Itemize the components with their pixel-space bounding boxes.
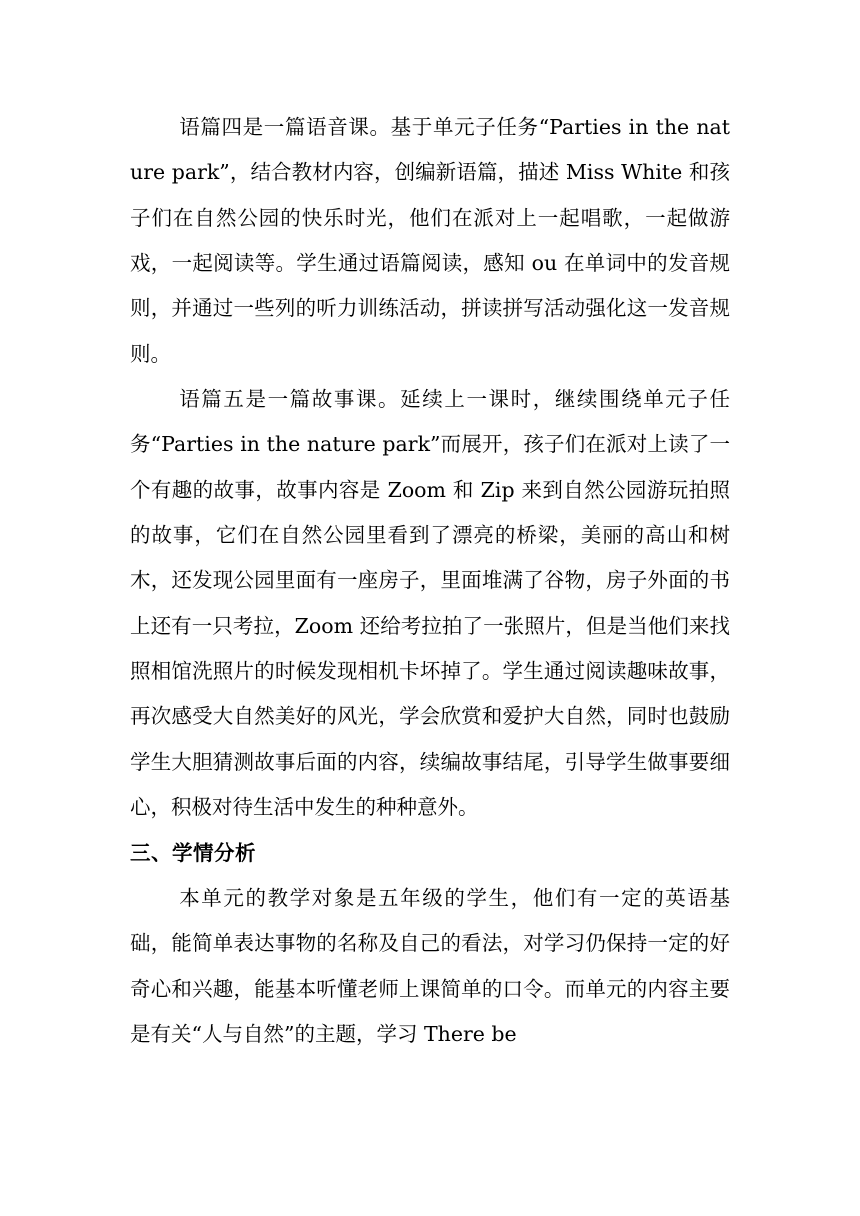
document-page xyxy=(130,105,730,1057)
paragraph-text-learner-analysis: 本单元的教学对象是五年级的学生，他们有一定的英语基础，能简单表达事物的名称及自己的看法，对学习仍保持一定的好奇心和兴趣，能基本听懂老师上课简单的口令。而单元的内容主要是有关“人与自然”的主题，学习 There be xyxy=(130,885,730,1046)
paragraph-text-lesson-five: 语篇五是一篇故事课。延续上一课时，继续围绕单元子任务“Parties in the nature park”而展开，孩子们在派对上读了一个有趣的故事，故事内容是 Zoom 和 Zip 来到自然公园游玩拍照的故事，它们在自然公园里看到了漂亮的桥梁，美丽的高山和树木，还发现公园里面有一座房子，里面堆满了谷物，房子外面的书上还有一只考拉，Zoom 还给考拉拍了一张照片，但是当他们来找照相馆洗照片的时候发现相机卡坏掉了。学生通过阅读趣味故事，再次感受大自然美好的风光，学会欣赏和爱护大自然，同时也鼓励学生大胆猜测故事后面的内容，续编故事结尾，引导学生做事要细心，积极对待生活中发生的种种意外。 xyxy=(130,387,730,820)
section-heading: 三、学情分析 xyxy=(130,840,256,865)
paragraph-text-lesson-four: 语篇四是一篇语音课。基于单元子任务“Parties in the nature park”，结合教材内容，创编新语篇，描述 Miss White 和孩子们在自然公园的快乐时光，他们在派对上一起唱歌，一起做游戏，一起阅读等。学生通过语篇阅读，感知 ou 在单词中的发音规则，并通过一些列的听力训练活动，拼读拼写活动强化这一发音规则。 xyxy=(130,115,730,366)
